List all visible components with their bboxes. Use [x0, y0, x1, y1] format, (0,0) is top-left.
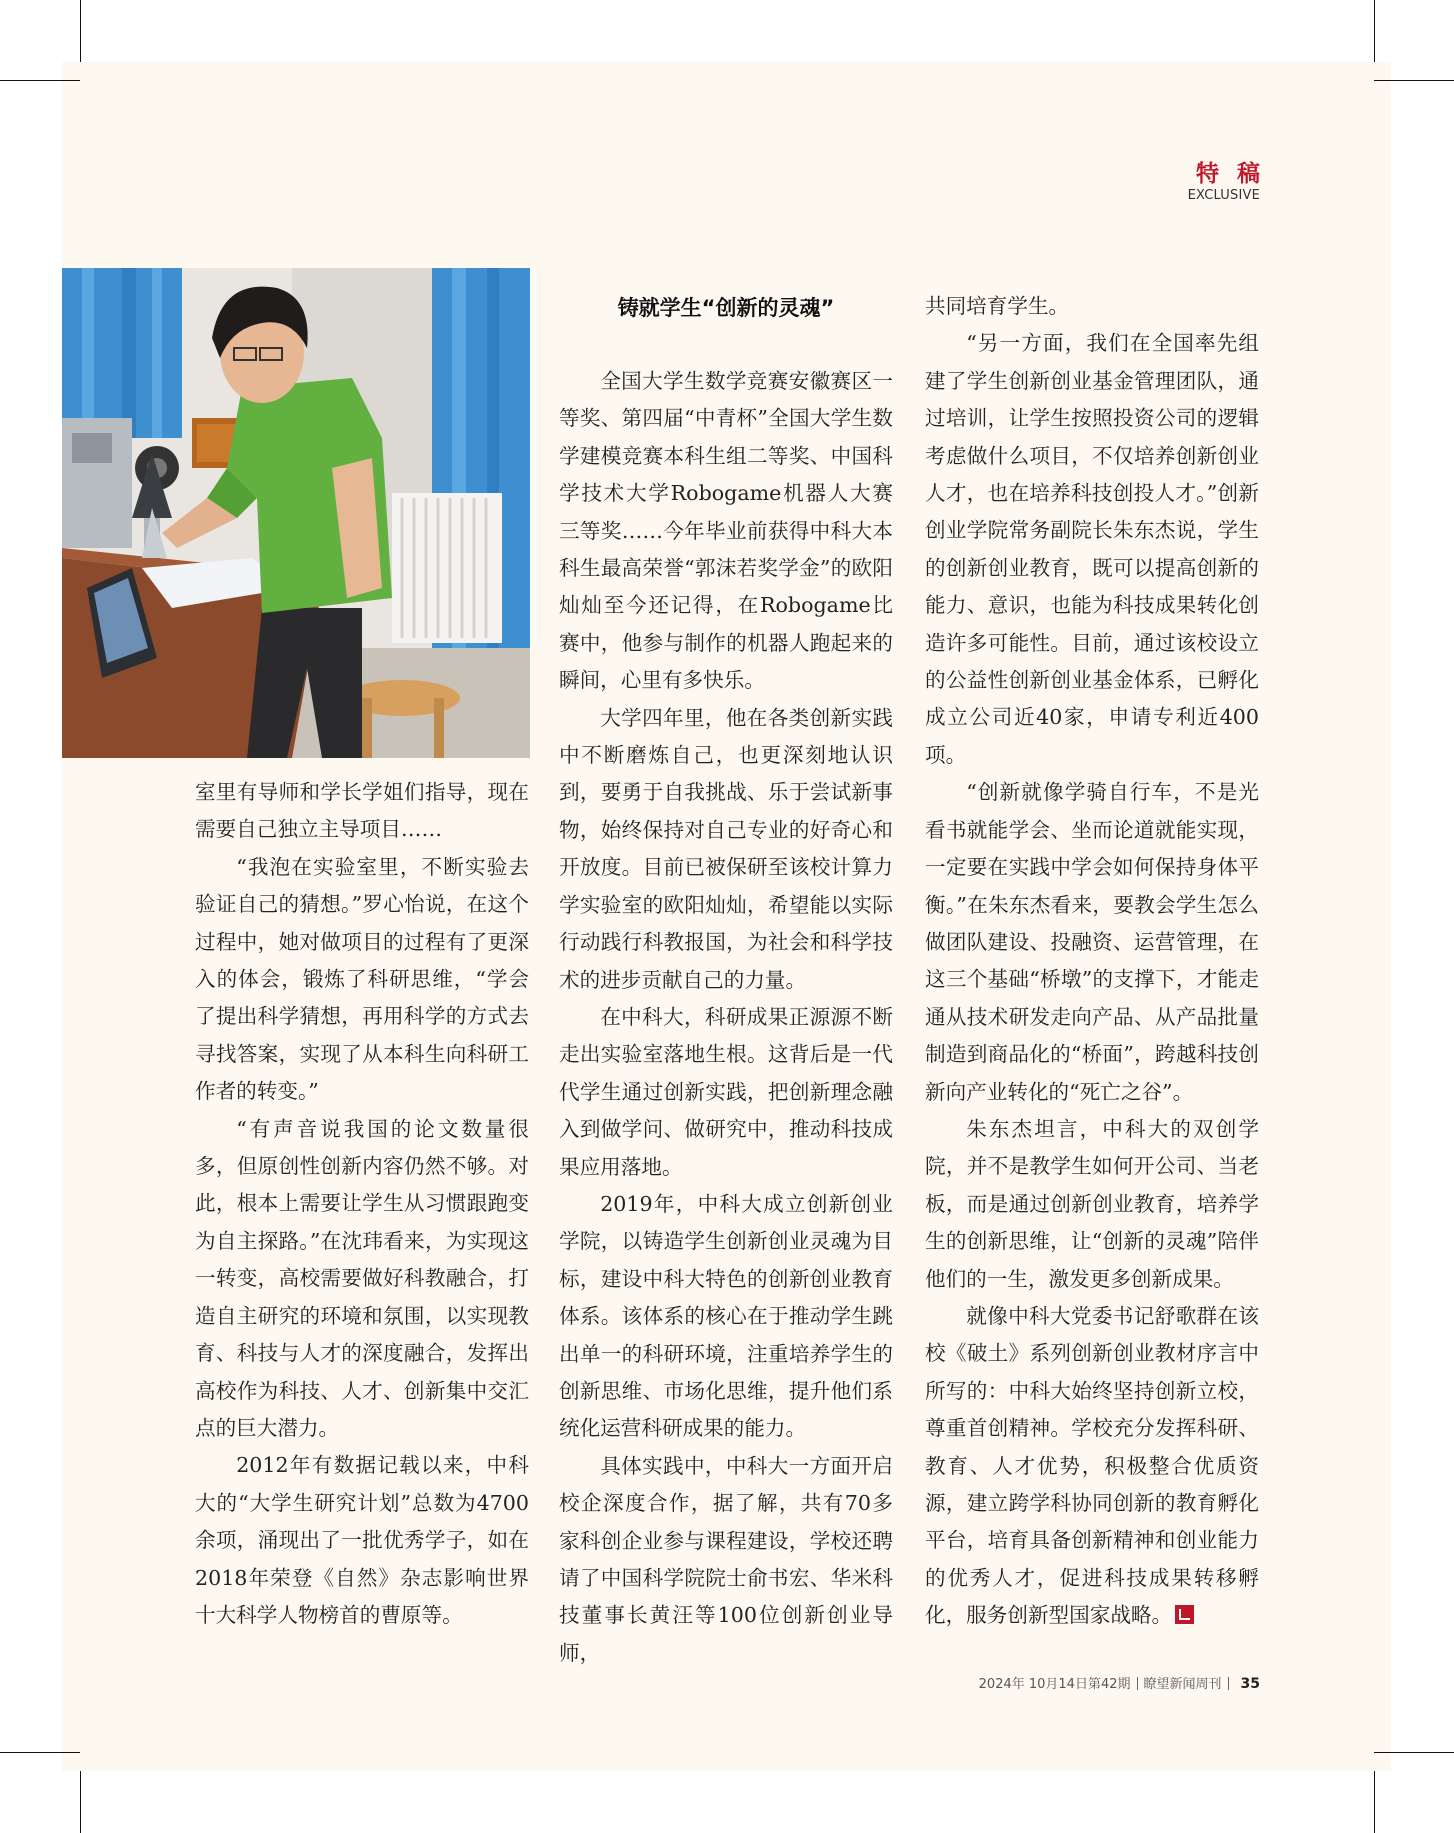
- crop-mark: [1374, 80, 1454, 81]
- section-label: [1155, 160, 1278, 204]
- article-column-2: [559, 363, 893, 1672]
- crop-mark: [0, 1752, 80, 1753]
- divider: [1137, 1677, 1138, 1690]
- crop-mark: [80, 0, 81, 62]
- paragraph: 在中科大，科研成果正源源不断走出实验室落地生根。这背后是一代代学生通过创新实践，把创新理念融入到做学问、做研究中，推动科技成果应用落地。: [559, 1004, 893, 1179]
- paragraph: 具体实践中，中科大一方面开启校企深度合作，据了解，共有70多家科创企业参与课程建设，学校还聘请了中国科学院院士俞书宏、华米科技董事长黄汪等100位创新创业导师，: [559, 1453, 893, 1665]
- crop-mark: [1374, 0, 1375, 62]
- crop-mark: [0, 80, 80, 81]
- paragraph: “另一方面，我们在全国率先组建了学生创新创业基金管理团队，通过培训，让学生按照投资公司的逻辑考虑做什么项目，不仅培养创新创业人才，也在培养科技创投人才。”创新创业学院常务副院长朱东杰说，学生的创新创业教育，既可以提高创新的能力、意识，也能为科技成果转化创造许多可能性。目前，通过该校设立的公益性创新创业基金体系，已孵化成立公司近40家，申请专利近400项。: [925, 331, 1259, 767]
- paragraph: 2019年，中科大成立创新创业学院，以铸造学生创新创业灵魂为目标，建设中科大特色的创新创业教育体系。该体系的核心在于推动学生跳出单一的科研环境，注重培养学生的创新思维、市场化思维，提升他们系统化运营科研成果的能力。: [559, 1191, 893, 1441]
- paragraph: 全国大学生数学竞赛安徽赛区一等奖、第四届“中青杯”全国大学生数学建模竞赛本科生组二等奖、中国科学技术大学Robogame机器人大赛三等奖……今年毕业前获得中科大本科生最高荣誉“郭沫若奖学金”的欧阳灿灿至今还记得，在Robogame比赛中，他参与制作的机器人跑起来的瞬间，心里有多快乐。: [559, 369, 893, 693]
- paragraph: “我泡在实验室里，不断实验去验证自己的猜想。”罗心怡说，在这个过程中，她对做项目的过程有了更深入的体会，锻炼了科研思维，“学会了提出科学猜想，再用科学的方式去寻找答案，实现了从本科生向科研工作者的转变。”: [195, 854, 529, 1104]
- article-column-1: [195, 774, 529, 1634]
- paragraph: 共同培育学生。: [925, 294, 1070, 318]
- page-footer: [979, 1674, 1260, 1695]
- paragraph: 大学四年里，他在各类创新实践中不断磨炼自己，也更深刻地认识到，要勇于自我挑战、乐于尝试新事物，始终保持对自己专业的好奇心和开放度。目前已被保研至该校计算力学实验室的欧阳灿灿，希望能以实际行动践行科教报国，为社会和科学技术的进步贡献自己的力量。: [559, 705, 893, 992]
- section-label-en: EXCLUSIVE: [1187, 188, 1260, 203]
- paragraph-last: [925, 1298, 1259, 1635]
- divider: [1228, 1677, 1229, 1690]
- paragraph-text: 就像中科大党委书记舒歌群在该校《破土》系列创新创业教材序言中所写的：中科大始终坚持创新立校，尊重首创精神。学校充分发挥科研、教育、人才优势，积极整合优质资源，建立跨学科协同创新的教育孵化平台，培育具备创新精神和创业能力的优秀人才，促进科技成果转移孵化，服务创新型国家战略。: [925, 1303, 1259, 1628]
- paragraph: 2012年有数据记载以来，中科大的“大学生研究计划”总数为4700余项，涌现出了一批优秀学子，如在2018年荣登《自然》杂志影响世界十大科学人物榜首的曹原等。: [195, 1453, 529, 1627]
- crop-mark: [1374, 1752, 1454, 1753]
- paragraph: “有声音说我国的论文数量很多，但原创性创新内容仍然不够。对此，根本上需要让学生从习惯跟跑变为自主探路。”在沈玮看来，为实现这一转变，高校需要做好科教融合，打造自主研究的环境和氛围，以实现教育、科技与人才的深度融合，发挥出高校作为科技、人才、创新集中交汇点的巨大潜力。: [195, 1116, 529, 1440]
- lw-end-mark-icon: [1175, 1605, 1194, 1624]
- paragraph: 朱东杰坦言，中科大的双创学院，并不是教学生如何开公司、当老板，而是通过创新创业教育，培养学生的创新思维，让“创新的灵魂”陪伴他们的一生，激发更多创新成果。: [925, 1116, 1259, 1291]
- section-label-cn: 特稿: [1196, 161, 1278, 187]
- paragraph: “创新就像学骑自行车，不是光看书就能学会、坐而论道就能实现，一定要在实践中学会如何保持身体平衡。”在朱东杰看来，要教会学生怎么做团队建设、投融资、运营管理，在这三个基础“桥墩”的支撑下，才能走通从技术研发走向产品、从产品批量制造到商品化的“桥面”，跨越科技创新向产业转化的“死亡之谷”。: [925, 780, 1259, 1104]
- page-number: 35: [1240, 1676, 1260, 1692]
- student-lab-photo: [62, 268, 530, 758]
- crop-mark: [80, 1771, 81, 1833]
- paragraph: 室里有导师和学长学姐们指导，现在需要自己独立主导项目……: [195, 780, 529, 842]
- issue-date: 2024年 10月14日第42期: [978, 1677, 1131, 1692]
- section-heading: 铸就学生“创新的灵魂”: [617, 296, 835, 320]
- publication-name: 瞭望新闻周刊: [1143, 1677, 1222, 1692]
- crop-mark: [1374, 1771, 1375, 1833]
- article-column-3: [925, 288, 1259, 1635]
